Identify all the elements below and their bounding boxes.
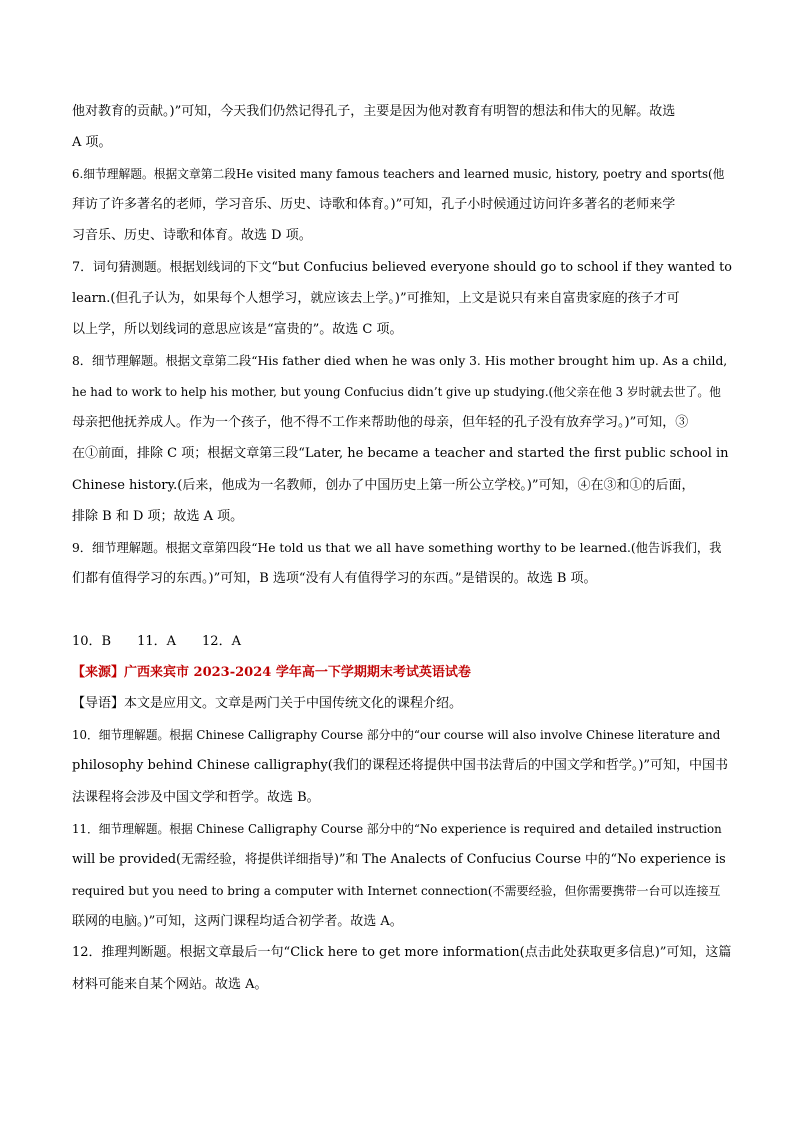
paragraph-line: 8．细节理解题。根据文章第二段“His father died when he was only 3. His mother brought him up. As a child, xyxy=(72,354,728,368)
answers-line: 10．B 11．A 12．A xyxy=(72,634,241,649)
paragraph-line: 9．细节理解题。根据文章第四段“He told us that we all have something worthy to be learned.(他告诉我们，我 xyxy=(72,541,722,555)
source-line xyxy=(72,665,732,681)
paragraph-line: 拜访了许多著名的老师，学习音乐、历史、诗歌和体育。)”可知，孔子小时候通过访问许多著名的老师来学 xyxy=(72,197,676,212)
paragraph-line: 11．细节理解题。根据 Chinese Calligraphy Course 部分中的“No experience is required and detailed instruction xyxy=(72,822,722,836)
paragraph-line: 母亲把他抚养成人。作为一个孩子，他不得不工作来帮助他的母亲，但年轻的孔子没有放弃学习。)”可知，③ xyxy=(72,415,689,430)
source-text: 广西来宾市 2023-2024 学年高一下学期期末考试英语试卷 xyxy=(124,665,471,680)
paragraph-line: 们都有值得学习的东西。)”可知，B 选项“没有人有值得学习的东西。”是错误的。故选 B 项。 xyxy=(72,571,597,586)
paragraph-line: 10．细节理解题。根据 Chinese Calligraphy Course 部分中的“our course will also involve Chinese literature and xyxy=(72,728,721,742)
paragraph-line: 6.细节理解题。根据文章第二段He visited many famous teachers and learned music, history, poetry and sports(他 xyxy=(72,167,725,181)
paragraph-line: 排除 B 和 D 项；故选 A 项。 xyxy=(72,509,244,524)
paragraph-line: learn.(但孔子认为，如果每个人想学习，就应该去上学。)”可推知，上文是说只有来自富贵家庭的孩子才可 xyxy=(72,291,680,306)
paragraph-line: 在①前面，排除 C 项；根据文章第三段“Later, he became a teacher and started the first public school in xyxy=(72,446,729,461)
paragraph-line: will be provided(无需经验，将提供详细指导)”和 The Analects of Confucius Course 中的“No experience is xyxy=(72,852,726,867)
paragraph-line: 材料可能来自某个网站。故选 A。 xyxy=(72,977,268,992)
guide-line xyxy=(72,696,732,712)
paragraph-line: he had to work to help his mother, but young Confucius didn’t give up studying.(他父亲在他 3 岁时就去世了。他 xyxy=(72,385,721,399)
paragraph-line: philosophy behind Chinese calligraphy(我们的课程还将提供中国书法背后的中国文学和哲学。)”可知，中国书 xyxy=(72,758,729,773)
paragraph-line: 12．推理判断题。根据文章最后一句“Click here to get more information(点击此处获取更多信息)”可知，这篇 xyxy=(72,945,732,960)
paragraph-line: 习音乐、历史、诗歌和体育。故选 D 项。 xyxy=(72,228,312,243)
paragraph-line: required but you need to bring a computer with Internet connection(不需要经验，但你需要携带一台可以连接互 xyxy=(72,884,721,898)
paragraph-line: 他对教育的贡献。)”可知，今天我们仍然记得孔子，主要是因为他对教育有明智的想法和伟大的见解。故选 xyxy=(72,104,676,119)
paragraph-line: 7．词句猜测题。根据划线词的下文“but Confucius believed everyone should go to school if they wanted to xyxy=(72,260,732,275)
paragraph-line: A 项。 xyxy=(72,135,112,150)
guide-tag: 【导语】 xyxy=(72,696,125,711)
guide-text: 本文是应用文。文章是两门关于中国传统文化的课程介绍。 xyxy=(124,696,463,711)
source-tag: 【来源】 xyxy=(72,665,125,680)
paragraph-line: 联网的电脑。)”可知，这两门课程均适合初学者。故选 A。 xyxy=(72,914,403,929)
paragraph-line: 以上学，所以划线词的意思应该是“富贵的”。故选 C 项。 xyxy=(72,322,403,337)
paragraph-line: 法课程将会涉及中国文学和哲学。故选 B。 xyxy=(72,790,320,805)
paragraph-line: Chinese history.(后来，他成为一名教师，创办了中国历史上第一所公立学校。)”可知，④在③和①的后面， xyxy=(72,478,695,493)
